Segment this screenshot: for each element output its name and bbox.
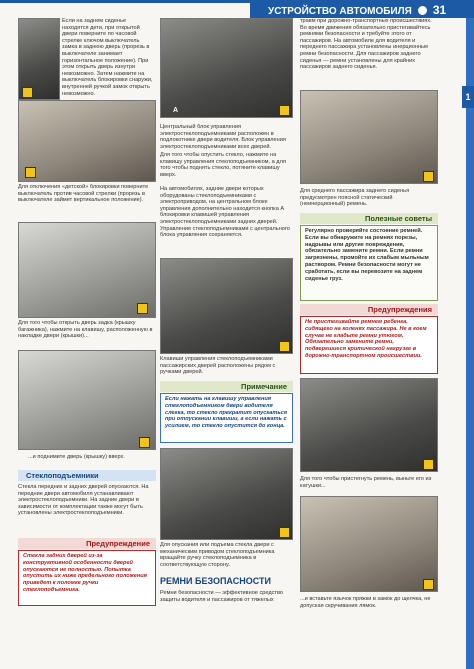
windows-text: Стекла передних и задних дверей опускаются. На передние двери автомобиля устанавливают электростеклоподъемники. На задние двери в зависимости от комплектации также могут быть установлены электростеклоподъемники. bbox=[18, 484, 149, 517]
window-lower-text: Для того чтобы опустить стекло, нажмите на клавишу управления стеклоподъемником, а для того чтобы поднять стекло, потяните клавишу вверх. bbox=[160, 152, 286, 178]
photo-marker-icon bbox=[279, 341, 290, 352]
photo-passenger-switch bbox=[160, 258, 293, 354]
tips-box bbox=[300, 225, 438, 301]
photo-marker-icon bbox=[137, 303, 148, 314]
section-title-windows: Стеклоподъемники bbox=[18, 470, 156, 481]
photo-window-control-block bbox=[160, 18, 293, 118]
photo-marker-icon bbox=[25, 167, 36, 178]
rear-block-text: На автомобилях, задние двери которых оборудованы стеклоподъемниками с электроприводом, на центральном блоке управления дополнительно находится кнопка A блокировки клавишей управления электростеклоподъемниками задних дверей. Управление стеклоподъемниками с центрального блока управления сохраняется. bbox=[160, 186, 290, 239]
chapter-tab: 1 bbox=[462, 86, 474, 108]
page-header bbox=[250, 2, 474, 18]
caption-child-lock: Для отключения «детской» блокировки поверните выключатель против часовой стрелки (прорезь в выключателе займет вертикальное положение). bbox=[18, 184, 149, 204]
tips-title: Полезные советы bbox=[300, 213, 438, 224]
header-title: УСТРОЙСТВО АВТОМОБИЛЯ bbox=[268, 6, 412, 17]
section-title-seatbelts: РЕМНИ БЕЗОПАСНОСТИ bbox=[160, 576, 271, 586]
warning-box-col3: Не пристегивайте ремнем ребенка, сидящего на коленях пассажира. Не в коем случае не гладьте ремни утюгом. Обязательно замените ремни, подвергшиеся критической нагрузке в дорожно-транспортном происшествии. bbox=[300, 316, 438, 374]
seatbelts-text: Ремни безопасности — эффективное средство защиты водителя и пассажиров от тяжелых bbox=[160, 590, 284, 603]
photo-marker-icon bbox=[423, 459, 434, 470]
photo-trunk-button bbox=[18, 222, 156, 318]
label-a: A bbox=[173, 107, 179, 114]
photo-trunk-lid bbox=[18, 350, 156, 450]
caption-belt-buckle: ...и вставьте язычок пряжки в замок до щелчка, не допуская скручивания лямок. bbox=[300, 596, 431, 609]
caption-manual-crank: Для опускания или подъема стекла двери с механическим приводом стеклоподъемника вращайте ручку стеклоподъемника в соответствующую сторону. bbox=[160, 542, 275, 568]
photo-child-lock bbox=[18, 100, 156, 182]
photo-marker-icon bbox=[279, 527, 290, 538]
photo-key-lock bbox=[18, 18, 60, 100]
photo-marker-icon bbox=[22, 87, 33, 98]
caption-control-block: Центральный блок управления электростеклоподъемниками расположен в подлокотнике двери водителя. Блок управления электростеклоподъемниками всех дверей. bbox=[160, 124, 286, 150]
child-lock-text: Если на заднем сиденье находятся дети, при открытой двери поверните по часовой стрелке ключом выключатель замка в заднюю дверь (прорезь в выключателе занимает горизонтальное положение). При этом открыть дверь изнутри невозможно. Затем нажмите на выключатель блокировки снаружи, внутренней ручкой замок открыть невозможно. bbox=[62, 18, 153, 97]
warning-box-col1: Стекла задних дверей из-за конструктивной особенности дверей опускаются не полностью. Попытка опустить их ниже предельного положения приведет к поломке ручки стеклоподъемника. bbox=[18, 550, 156, 606]
page-number: 31 bbox=[432, 3, 447, 17]
caption-belt-pull: Для того чтобы пристегнуть ремень, выньте его из катушки... bbox=[300, 476, 432, 489]
photo-manual-crank bbox=[160, 448, 293, 540]
caption-passenger-switch: Клавиши управления стеклоподъемниками пассажирских дверей расположены рядом с ручками дверей. bbox=[160, 356, 276, 376]
note-title: Примечание bbox=[160, 381, 293, 392]
photo-belt-buckle bbox=[300, 496, 438, 592]
photo-marker-icon bbox=[423, 579, 434, 590]
warning-title-col3: Предупреждения bbox=[300, 304, 438, 315]
chapter-side-stripe bbox=[466, 18, 474, 669]
photo-marker-icon bbox=[139, 437, 150, 448]
seatbelts-text-continued: травм при дорожно-транспортных происшествиях. Во время движения обязательно пристегивайтесь ремнями безопасности и требуйте этого от пассажиров. На автомобиле для водителя и переднего пассажира установлены инерционные ремни безопасности. Для пассажиров заднего сиденья — ремни установлены для крайних пассажиров заднего сиденья. bbox=[300, 18, 432, 71]
photo-marker-icon bbox=[423, 171, 434, 182]
note-box: Если нажать на клавишу управления стеклоподъемником двери водителя слегка, то стекло прекратит опускаться при отпускании клавиши, а если нажать с усилием, то стекло опустится до конца. bbox=[160, 393, 293, 443]
warning-title-col1: Предупреждение bbox=[18, 538, 156, 549]
caption-trunk-open: Для того чтобы открыть дверь задка (крышку багажника), нажмите на клавишу, расположенную в накладке двери (крышки)... bbox=[18, 320, 153, 340]
photo-rear-belt bbox=[300, 90, 438, 184]
photo-belt-pull bbox=[300, 378, 438, 472]
photo-marker-icon bbox=[279, 105, 290, 116]
header-dot-icon bbox=[418, 6, 427, 15]
caption-middle-belt: Для среднего пассажира заднего сиденья предусмотрен поясной статический (неинерционный) ремень. bbox=[300, 188, 410, 208]
caption-lid-up: ...и поднимите дверь (крышку) вверх. bbox=[28, 454, 125, 460]
tips-text: Регулярно проверяйте состояние ремней. Если вы обнаружите на ремнях порезы, надрывы или другие повреждения, обязательно замените ремни. Если ремни загрязнены, промойте их слабым мыльным раствором. Ремни безопасности могут не сработать, если вы перевозите на заднем сиденье груз. bbox=[305, 228, 429, 282]
